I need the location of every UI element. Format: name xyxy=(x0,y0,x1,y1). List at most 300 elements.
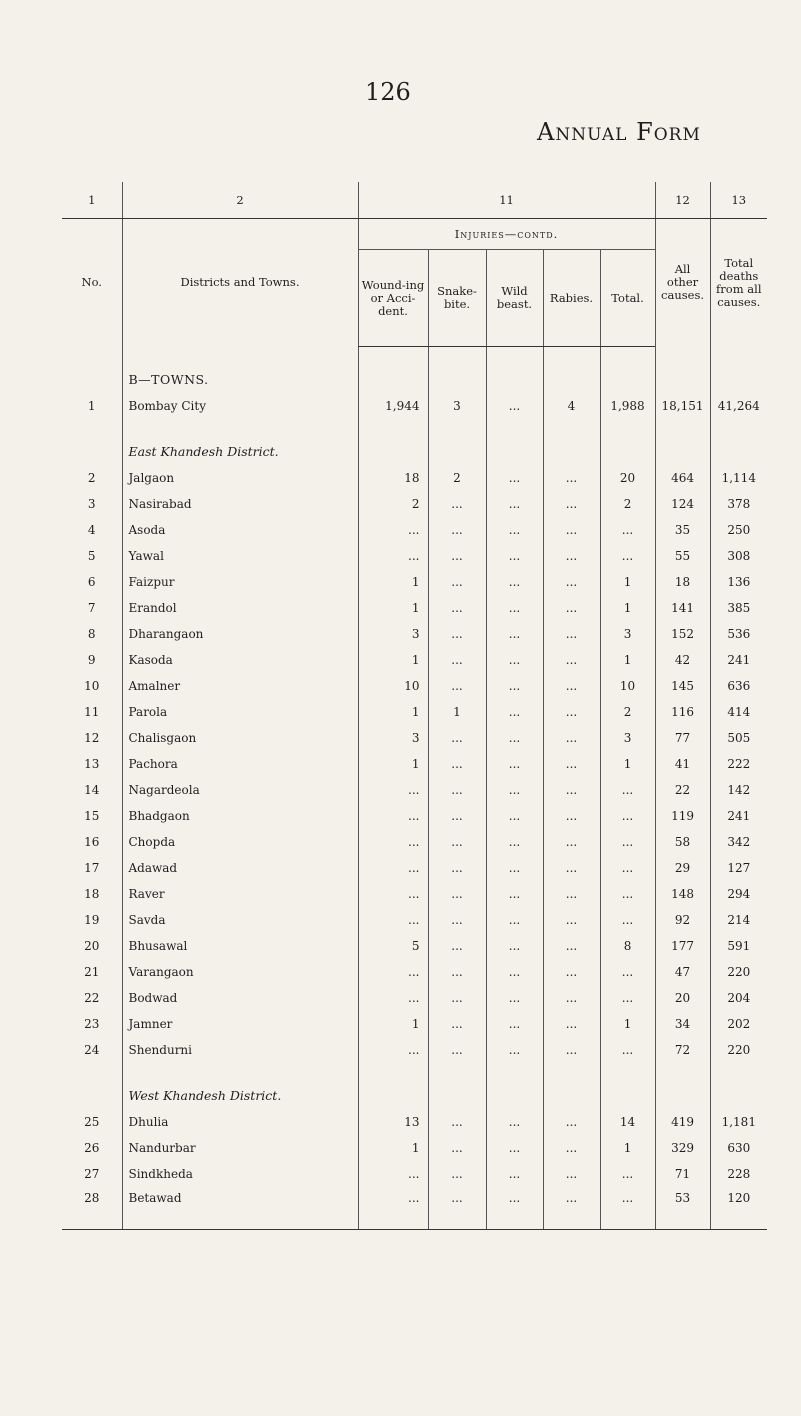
table-row xyxy=(62,517,767,543)
town-name-cell xyxy=(122,725,358,751)
row-number: 12 xyxy=(84,731,100,745)
town-name: Savda xyxy=(128,913,166,927)
row-number: 25 xyxy=(84,1115,100,1129)
table-row xyxy=(62,907,767,933)
town-name-cell xyxy=(122,543,358,569)
total-deaths-cell: 241 xyxy=(710,803,767,829)
wounding-cell: ... xyxy=(358,517,428,543)
town-name: Kasoda xyxy=(128,653,173,667)
snake-bite-cell: ... xyxy=(428,881,486,907)
total-deaths-cell: 378 xyxy=(710,491,767,517)
wounding-cell: ... xyxy=(358,777,428,803)
rabies-cell: ... xyxy=(543,647,600,673)
table-row xyxy=(62,985,767,1011)
town-name-cell xyxy=(122,803,358,829)
row-number: 14 xyxy=(84,783,100,797)
rabies-cell: ... xyxy=(543,517,600,543)
wounding-cell: 10 xyxy=(358,673,428,699)
wounding-cell: ... xyxy=(358,881,428,907)
table-row xyxy=(62,465,767,491)
row-number: 9 xyxy=(87,653,96,667)
town-name-cell xyxy=(122,959,358,985)
town-name-cell xyxy=(122,1135,358,1161)
section-towns-label: B—TOWNS. xyxy=(122,347,358,394)
rabies-cell: ... xyxy=(543,985,600,1011)
row-number: 19 xyxy=(84,913,100,927)
town-name-cell xyxy=(122,699,358,725)
wild-beast-cell: ... xyxy=(486,777,543,803)
total-deaths-cell: 636 xyxy=(710,673,767,699)
rabies-cell: ... xyxy=(543,829,600,855)
wild-beast-cell: ... xyxy=(486,751,543,777)
rabies-cell: 4 xyxy=(543,393,600,419)
injuries-total-cell: ... xyxy=(600,985,655,1011)
town-name: Nandurbar xyxy=(128,1141,196,1155)
row-number: 13 xyxy=(84,757,100,771)
other-causes-cell: 22 xyxy=(655,777,710,803)
town-name-cell xyxy=(122,647,358,673)
snake-bite-cell: ... xyxy=(428,803,486,829)
row-number: 5 xyxy=(87,549,96,563)
header-districts: Districts and Towns. xyxy=(122,219,358,347)
wounding-cell: ... xyxy=(358,907,428,933)
row-number: 7 xyxy=(87,601,96,615)
section-west-khandesh xyxy=(62,1063,767,1109)
row-number: 2 xyxy=(87,471,96,485)
table-row xyxy=(62,933,767,959)
other-causes-cell: 177 xyxy=(655,933,710,959)
other-causes-cell: 419 xyxy=(655,1109,710,1135)
table-row xyxy=(62,829,767,855)
town-name: Betawad xyxy=(128,1191,182,1205)
snake-bite-cell: 3 xyxy=(428,393,486,419)
injuries-total-cell: 20 xyxy=(600,465,655,491)
row-number: 6 xyxy=(87,575,96,589)
table-row xyxy=(62,621,767,647)
injuries-total-cell: 1 xyxy=(600,751,655,777)
row-number: 21 xyxy=(84,965,100,979)
other-causes-cell: 42 xyxy=(655,647,710,673)
col-number-2: 2 xyxy=(122,182,358,219)
rabies-cell: ... xyxy=(543,1161,600,1187)
snake-bite-cell: ... xyxy=(428,1037,486,1063)
wounding-cell: ... xyxy=(358,959,428,985)
total-deaths-cell: 204 xyxy=(710,985,767,1011)
snake-bite-cell: ... xyxy=(428,907,486,933)
wild-beast-cell: ... xyxy=(486,543,543,569)
town-name: Adawad xyxy=(128,861,178,875)
rabies-cell: ... xyxy=(543,855,600,881)
table-row xyxy=(62,673,767,699)
row-number: 18 xyxy=(84,887,100,901)
total-deaths-cell: 241 xyxy=(710,647,767,673)
wild-beast-cell: ... xyxy=(486,725,543,751)
injuries-total-cell: ... xyxy=(600,855,655,881)
injuries-total-cell: ... xyxy=(600,517,655,543)
town-name-cell xyxy=(122,465,358,491)
town-name: Sindkheda xyxy=(128,1167,193,1181)
town-name-cell xyxy=(122,881,358,907)
town-name-cell xyxy=(122,491,358,517)
row-number: 4 xyxy=(87,523,96,537)
wild-beast-cell: ... xyxy=(486,1161,543,1187)
town-name: Faizpur xyxy=(128,575,175,589)
table-row xyxy=(62,569,767,595)
total-deaths-cell: 591 xyxy=(710,933,767,959)
table-row xyxy=(62,543,767,569)
section-east-khandesh xyxy=(62,419,767,465)
rabies-cell: ... xyxy=(543,595,600,621)
wounding-cell: 3 xyxy=(358,621,428,647)
wounding-cell: 13 xyxy=(358,1109,428,1135)
town-name: Jamner xyxy=(128,1017,173,1031)
total-deaths-cell: 308 xyxy=(710,543,767,569)
rabies-cell: ... xyxy=(543,725,600,751)
header-injuries-total: Total. xyxy=(600,250,655,347)
town-name-cell xyxy=(122,393,358,419)
total-deaths-cell: 414 xyxy=(710,699,767,725)
other-causes-cell: 464 xyxy=(655,465,710,491)
other-causes-cell: 329 xyxy=(655,1135,710,1161)
wounding-cell: 1 xyxy=(358,699,428,725)
wild-beast-cell: ... xyxy=(486,393,543,419)
rabies-cell: ... xyxy=(543,777,600,803)
town-name: Shendurni xyxy=(128,1043,192,1057)
wounding-cell: 1 xyxy=(358,1135,428,1161)
injuries-total-cell: 14 xyxy=(600,1109,655,1135)
wild-beast-cell: ... xyxy=(486,673,543,699)
town-name: Chalisgaon xyxy=(128,731,197,745)
wounding-cell: 1 xyxy=(358,1011,428,1037)
col-number-11: 11 xyxy=(358,182,655,219)
town-name: Asoda xyxy=(128,523,166,537)
wild-beast-cell: ... xyxy=(486,959,543,985)
injuries-total-cell: ... xyxy=(600,907,655,933)
row-number: 10 xyxy=(84,679,100,693)
table-row xyxy=(62,647,767,673)
snake-bite-cell: ... xyxy=(428,933,486,959)
town-name-cell xyxy=(122,777,358,803)
wild-beast-cell: ... xyxy=(486,1011,543,1037)
town-name: Pachora xyxy=(128,757,178,771)
page-title: Annual Form xyxy=(537,118,701,146)
town-name: Varangaon xyxy=(128,965,194,979)
wounding-cell: 1 xyxy=(358,569,428,595)
town-name: Bhadgaon xyxy=(128,809,190,823)
table-row xyxy=(62,881,767,907)
wounding-cell: 1 xyxy=(358,751,428,777)
wild-beast-cell: ... xyxy=(486,881,543,907)
wild-beast-cell: ... xyxy=(486,907,543,933)
header-other-causes: All other causes. xyxy=(655,219,710,347)
town-name-cell xyxy=(122,751,358,777)
wild-beast-cell: ... xyxy=(486,855,543,881)
snake-bite-cell: ... xyxy=(428,517,486,543)
other-causes-cell: 124 xyxy=(655,491,710,517)
total-deaths-cell: 220 xyxy=(710,959,767,985)
town-name-cell xyxy=(122,517,358,543)
rabies-cell: ... xyxy=(543,1135,600,1161)
wounding-cell: 2 xyxy=(358,491,428,517)
other-causes-cell: 41 xyxy=(655,751,710,777)
rabies-cell: ... xyxy=(543,751,600,777)
town-name: Raver xyxy=(128,887,165,901)
injuries-total-cell: ... xyxy=(600,959,655,985)
wild-beast-cell: ... xyxy=(486,1187,543,1230)
total-deaths-cell: 1,181 xyxy=(710,1109,767,1135)
table-row xyxy=(62,803,767,829)
wounding-cell: ... xyxy=(358,855,428,881)
town-name: Chopda xyxy=(128,835,176,849)
wild-beast-cell: ... xyxy=(486,803,543,829)
table-row xyxy=(62,1161,767,1187)
wild-beast-cell: ... xyxy=(486,517,543,543)
wild-beast-cell: ... xyxy=(486,647,543,673)
row-number: 15 xyxy=(84,809,100,823)
wild-beast-cell: ... xyxy=(486,1135,543,1161)
other-causes-cell: 53 xyxy=(655,1187,710,1230)
injuries-total-cell: ... xyxy=(600,881,655,907)
town-name: Parola xyxy=(128,705,168,719)
rabies-cell: ... xyxy=(543,569,600,595)
rabies-cell: ... xyxy=(543,465,600,491)
other-causes-cell: 141 xyxy=(655,595,710,621)
header-rabies: Rabies. xyxy=(543,250,600,347)
header-wounding: Wound-ing or Acci-dent. xyxy=(358,250,428,347)
wounding-cell: 5 xyxy=(358,933,428,959)
total-deaths-cell: 120 xyxy=(710,1187,767,1230)
table-row xyxy=(62,699,767,725)
total-deaths-cell: 294 xyxy=(710,881,767,907)
snake-bite-cell: ... xyxy=(428,725,486,751)
total-deaths-cell: 127 xyxy=(710,855,767,881)
col-number-12: 12 xyxy=(655,182,710,219)
injuries-total-cell: ... xyxy=(600,803,655,829)
town-name: Dharangaon xyxy=(128,627,204,641)
rabies-cell: ... xyxy=(543,621,600,647)
other-causes-cell: 152 xyxy=(655,621,710,647)
other-causes-cell: 18 xyxy=(655,569,710,595)
section-towns xyxy=(62,347,767,394)
town-name: Nagardeola xyxy=(128,783,200,797)
snake-bite-cell: ... xyxy=(428,777,486,803)
wounding-cell: 1,944 xyxy=(358,393,428,419)
other-causes-cell: 20 xyxy=(655,985,710,1011)
page-number: 126 xyxy=(365,78,411,106)
town-name-cell xyxy=(122,985,358,1011)
injuries-total-cell: 1 xyxy=(600,1011,655,1037)
wild-beast-cell: ... xyxy=(486,1037,543,1063)
snake-bite-cell: ... xyxy=(428,829,486,855)
rabies-cell: ... xyxy=(543,907,600,933)
other-causes-cell: 148 xyxy=(655,881,710,907)
rabies-cell: ... xyxy=(543,803,600,829)
table-row xyxy=(62,777,767,803)
injuries-total-cell: 3 xyxy=(600,725,655,751)
col-number-1: 1 xyxy=(62,182,122,219)
town-name-cell xyxy=(122,621,358,647)
rabies-cell: ... xyxy=(543,1187,600,1230)
injuries-total-cell: ... xyxy=(600,1187,655,1230)
rabies-cell: ... xyxy=(543,1109,600,1135)
rabies-cell: ... xyxy=(543,959,600,985)
injuries-total-cell: 3 xyxy=(600,621,655,647)
row-number: 11 xyxy=(84,705,100,719)
row-number: 27 xyxy=(84,1167,100,1181)
town-name: Bombay City xyxy=(128,399,206,413)
other-causes-cell: 145 xyxy=(655,673,710,699)
injuries-total-cell: 1 xyxy=(600,1135,655,1161)
table-row xyxy=(62,1109,767,1135)
wounding-cell: 18 xyxy=(358,465,428,491)
row-number: 16 xyxy=(84,835,100,849)
town-name-cell xyxy=(122,1037,358,1063)
header-no: No. xyxy=(81,275,102,290)
header-total-deaths: Total deaths from all causes. xyxy=(710,219,767,347)
snake-bite-cell: 1 xyxy=(428,699,486,725)
town-name: Bodwad xyxy=(128,991,178,1005)
wounding-cell: ... xyxy=(358,803,428,829)
wounding-cell: ... xyxy=(358,985,428,1011)
other-causes-cell: 116 xyxy=(655,699,710,725)
rabies-cell: ... xyxy=(543,1011,600,1037)
injuries-total-cell: ... xyxy=(600,543,655,569)
other-causes-cell: 34 xyxy=(655,1011,710,1037)
injuries-total-cell: ... xyxy=(600,829,655,855)
total-deaths-cell: 250 xyxy=(710,517,767,543)
total-deaths-cell: 41,264 xyxy=(710,393,767,419)
total-deaths-cell: 1,114 xyxy=(710,465,767,491)
wounding-cell: ... xyxy=(358,1161,428,1187)
row-number: 8 xyxy=(87,627,96,641)
snake-bite-cell: ... xyxy=(428,621,486,647)
wild-beast-cell: ... xyxy=(486,621,543,647)
snake-bite-cell: ... xyxy=(428,595,486,621)
wild-beast-cell: ... xyxy=(486,1109,543,1135)
snake-bite-cell: ... xyxy=(428,985,486,1011)
rabies-cell: ... xyxy=(543,543,600,569)
row-number: 26 xyxy=(84,1141,100,1155)
wounding-cell: ... xyxy=(358,543,428,569)
rabies-cell: ... xyxy=(543,699,600,725)
town-name-cell xyxy=(122,673,358,699)
wild-beast-cell: ... xyxy=(486,491,543,517)
total-deaths-cell: 385 xyxy=(710,595,767,621)
town-name: Amalner xyxy=(128,679,181,693)
town-name-cell xyxy=(122,1161,358,1187)
wild-beast-cell: ... xyxy=(486,465,543,491)
row-number: 1 xyxy=(87,399,96,413)
table-row xyxy=(62,1011,767,1037)
injuries-total-cell: ... xyxy=(600,777,655,803)
rabies-cell: ... xyxy=(543,491,600,517)
other-causes-cell: 35 xyxy=(655,517,710,543)
row-number: 23 xyxy=(84,1017,100,1031)
total-deaths-cell: 214 xyxy=(710,907,767,933)
town-name-cell xyxy=(122,907,358,933)
row-number: 20 xyxy=(84,939,100,953)
wounding-cell: 3 xyxy=(358,725,428,751)
total-deaths-cell: 142 xyxy=(710,777,767,803)
table-body xyxy=(62,347,767,1230)
wild-beast-cell: ... xyxy=(486,985,543,1011)
table-row xyxy=(62,751,767,777)
header-snake-bite: Snake-bite. xyxy=(428,250,486,347)
table-row xyxy=(62,595,767,621)
total-deaths-cell: 536 xyxy=(710,621,767,647)
wild-beast-cell: ... xyxy=(486,569,543,595)
snake-bite-cell: ... xyxy=(428,1135,486,1161)
town-name: Erandol xyxy=(128,601,177,615)
wild-beast-cell: ... xyxy=(486,829,543,855)
table-row xyxy=(62,725,767,751)
other-causes-cell: 119 xyxy=(655,803,710,829)
town-name-cell xyxy=(122,829,358,855)
snake-bite-cell: ... xyxy=(428,491,486,517)
other-causes-cell: 72 xyxy=(655,1037,710,1063)
injuries-total-cell: 2 xyxy=(600,491,655,517)
town-name-cell xyxy=(122,1011,358,1037)
injuries-total-cell: ... xyxy=(600,1161,655,1187)
town-name: Yawal xyxy=(128,549,164,563)
injuries-total-cell: 1 xyxy=(600,569,655,595)
total-deaths-cell: 220 xyxy=(710,1037,767,1063)
total-deaths-cell: 222 xyxy=(710,751,767,777)
total-deaths-cell: 342 xyxy=(710,829,767,855)
snake-bite-cell: ... xyxy=(428,855,486,881)
wounding-cell: 1 xyxy=(358,595,428,621)
header-injuries-group: Injuries—contd. xyxy=(358,219,655,250)
snake-bite-cell: ... xyxy=(428,959,486,985)
town-name: Nasirabad xyxy=(128,497,192,511)
injuries-total-cell: 1 xyxy=(600,647,655,673)
header-wild-beast: Wild beast. xyxy=(486,250,543,347)
other-causes-cell: 47 xyxy=(655,959,710,985)
other-causes-cell: 77 xyxy=(655,725,710,751)
table-row xyxy=(62,393,767,419)
snake-bite-cell: ... xyxy=(428,1161,486,1187)
town-name: Dhulia xyxy=(128,1115,169,1129)
other-causes-cell: 71 xyxy=(655,1161,710,1187)
table-row xyxy=(62,491,767,517)
town-name-cell xyxy=(122,933,358,959)
snake-bite-cell: ... xyxy=(428,1187,486,1230)
rabies-cell: ... xyxy=(543,673,600,699)
injuries-total-cell: 1,988 xyxy=(600,393,655,419)
section-east-khandesh-label: East Khandesh District. xyxy=(122,419,358,465)
snake-bite-cell: ... xyxy=(428,1109,486,1135)
snake-bite-cell: ... xyxy=(428,751,486,777)
section-west-khandesh-label: West Khandesh District. xyxy=(122,1063,358,1109)
injuries-total-cell: 2 xyxy=(600,699,655,725)
town-name-cell xyxy=(122,1187,358,1230)
table-row xyxy=(62,1187,767,1230)
col-number-13: 13 xyxy=(710,182,767,219)
town-name-cell xyxy=(122,569,358,595)
table-row xyxy=(62,959,767,985)
wounding-cell: ... xyxy=(358,829,428,855)
mortality-table-container xyxy=(62,182,767,1230)
mortality-table xyxy=(62,182,767,1230)
other-causes-cell: 29 xyxy=(655,855,710,881)
wounding-cell: 1 xyxy=(358,647,428,673)
table-row xyxy=(62,855,767,881)
row-number: 3 xyxy=(87,497,96,511)
town-name-cell xyxy=(122,595,358,621)
injuries-total-cell: 1 xyxy=(600,595,655,621)
wild-beast-cell: ... xyxy=(486,595,543,621)
wild-beast-cell: ... xyxy=(486,699,543,725)
